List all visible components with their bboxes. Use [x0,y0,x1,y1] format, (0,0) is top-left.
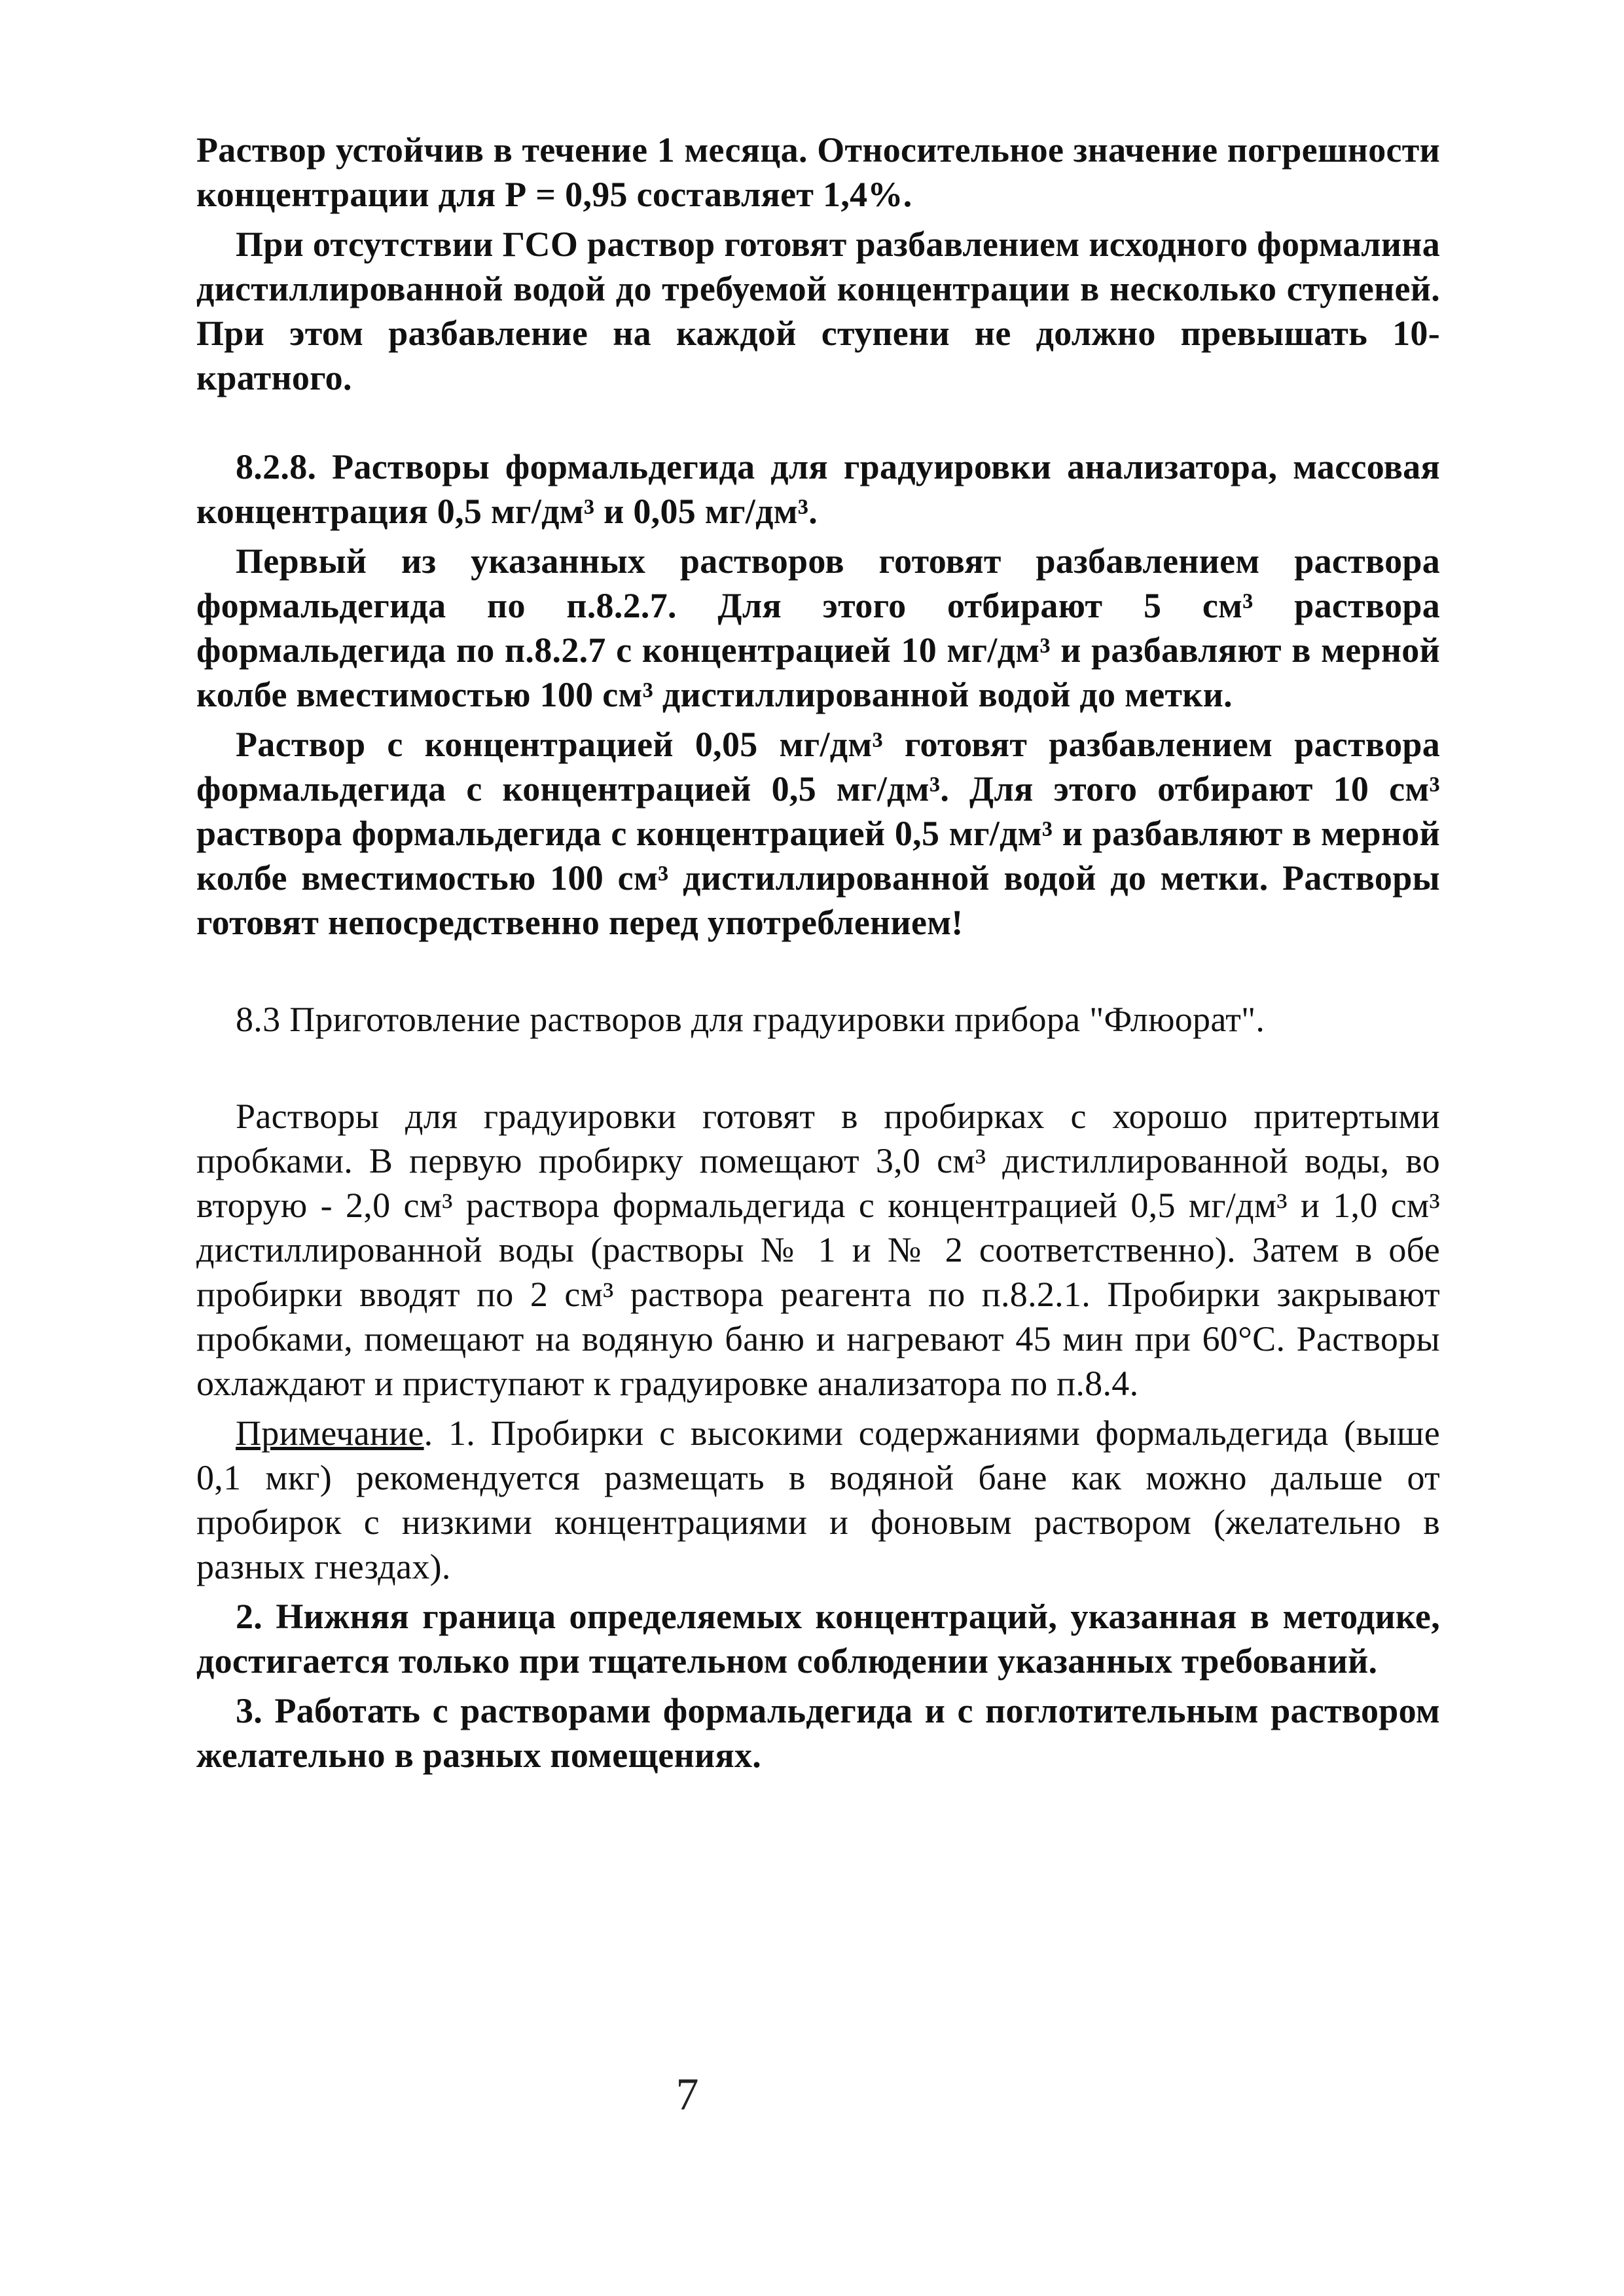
text-column [196,128,1440,1777]
note-paragraph-2: 2. Нижняя граница определяемых концентраций, указанная в методике, достигается только при тщательном соблюдении указанных требований. [196,1597,1440,1681]
note-paragraph-1 [196,1411,1440,1589]
note-1-text: . 1. Пробирки с высокими содержаниями формальдегида (выше 0,1 мкг) рекомендуется размещать в водяной бане как можно дальше от пробирок с низкими концентрациями и фоновым раствором (желательно в разных гнездах). [196,1413,1440,1586]
note-paragraph-3: 3. Работать с растворами формальдегида и с поглотительным раствором желательно в разных помещениях. [196,1691,1440,1775]
section-heading-8-3: 8.3 Приготовление растворов для градуировки прибора "Флюорат". [236,1000,1265,1039]
paragraph-no-gso: При отсутствии ГСО раствор готовят разбавлением исходного формалина дистиллированной водой до требуемой концентрации в несколько ступеней. При этом разбавление на каждой ступени не должно превышать 10-кратного. [196,225,1440,397]
page-number: 7 [676,2069,699,2120]
paragraph-first-solution: Первый из указанных растворов готовят разбавлением раствора формальдегида по п.8.2.7. Для этого отбирают 5 см³ раствора формальдегида по п.8.2.7 с концентрацией 10 мг/дм³ и разбавляют в мерной колбе вместимостью 100 см³ дистиллированной водой до метки. [196,541,1440,714]
paragraph-calibration: Растворы для градуировки готовят в пробирках с хорошо притертыми пробками. В первую пробирку помещают 3,0 см³ дистиллированной воды, во вторую - 2,0 см³ раствора формальдегида с концентрацией 0,5 мг/дм³ и 1,0 см³ дистиллированной воды (растворы № 1 и № 2 соответственно). Затем в обе пробирки вводят по 2 см³ раствора реагента по п.8.2.1. Пробирки закрывают пробками, помещают на водяную баню и нагревают 45 мин при 60°С. Растворы охлаждают и приступают к градуировке анализатора по п.8.4. [196,1097,1440,1403]
note-label: Примечание [236,1413,424,1453]
paragraph-stability: Раствор устойчив в течение 1 месяца. Относительное значение погрешности концентрации для Р = 0,95 составляет 1,4%. [196,130,1440,214]
paragraph-second-solution: Раствор с концентрацией 0,05 мг/дм³ готовят разбавлением раствора формальдегида с концентрацией 0,5 мг/дм³. Для этого отбирают 10 см³ раствора формальдегида с концентрацией 0,5 мг/дм³ и разбавляют в мерной колбе вместимостью 100 см³ дистиллированной водой до метки. Растворы готовят непосредственно перед употреблением! [196,725,1440,942]
section-heading-8-2-8: 8.2.8. Растворы формальдегида для градуировки анализатора, массовая концентрация 0,5 мг/дм³ и 0,05 мг/дм³. [196,447,1440,531]
